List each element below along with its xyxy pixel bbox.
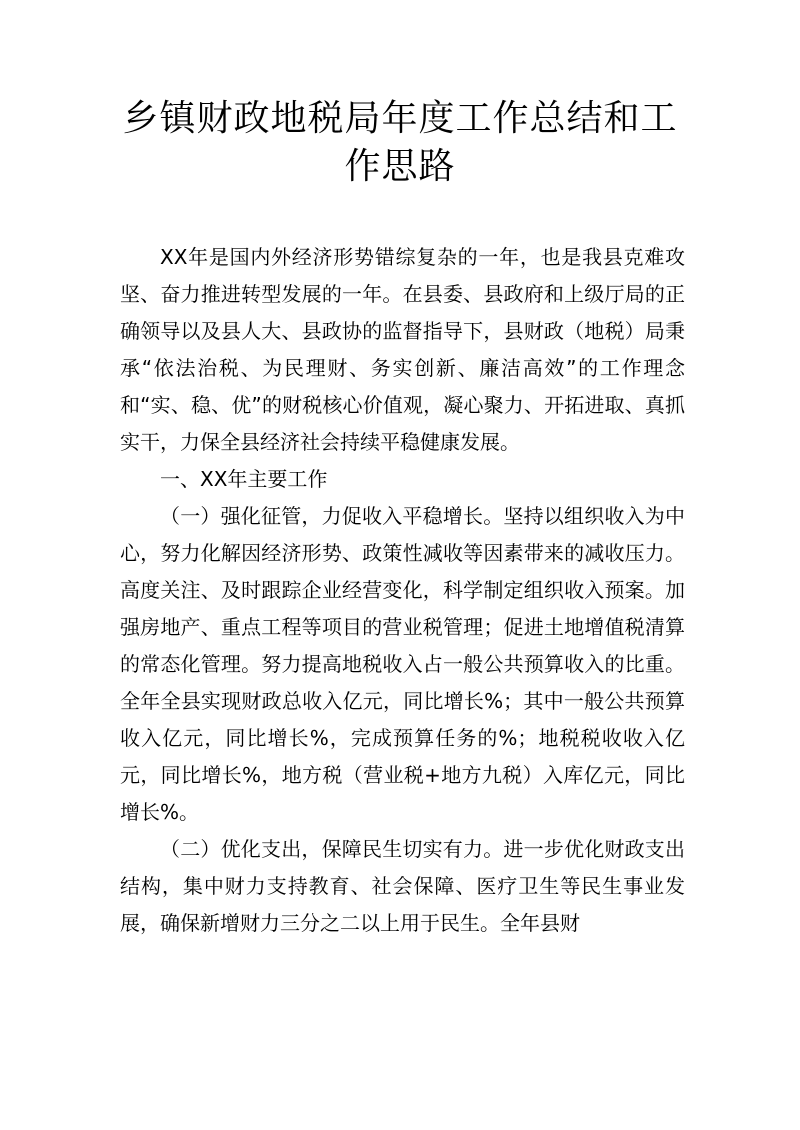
document-body [120,239,685,942]
document-title: 乡镇财政地税局年度工作总结和工作思路 [122,98,678,187]
intro-paragraph: XX年是国内外经济形势错综复杂的一年，也是我县克难攻坚、奋力推进转型发展的一年。在县委、县政府和上级厅局的正确领导以及县人大、县政协的监督指导下，县财政（地税）局秉承“依法治税、为民理财、务实创新、廉洁高效”的工作理念和“实、稳、优”的财税核心价值观，凝心聚力、开拓进取、真抓实干，力保全县经济社会持续平稳健康发展。 [120,245,685,454]
subsection-1-paragraph: （一）强化征管，力促收入平稳增长。坚持以组织收入为中心，努力化解因经济形势、政策性减收等因素带来的减收压力。高度关注、及时跟踪企业经营变化，科学制定组织收入预案。加强房地产、重点工程等项目的营业税管理；促进土地增值税清算的常态化管理。努力提高地税收入占一般公共预算收入的比重。全年全县实现财政总收入亿元，同比增长%；其中一般公共预算收入亿元，同比增长%，完成预算任务的%；地税税收收入亿元，同比增长%，地方税（营业税+地方九税）入库亿元，同比增长%。 [120,504,685,824]
subsection-2-paragraph: （二）优化支出，保障民生切实有力。进一步优化财政支出结构，集中财力支持教育、社会保障、医疗卫生等民生事业发展，确保新增财力三分之二以上用于民生。全年县财 [120,837,685,935]
section-heading: 一、XX年主要工作 [160,467,328,491]
